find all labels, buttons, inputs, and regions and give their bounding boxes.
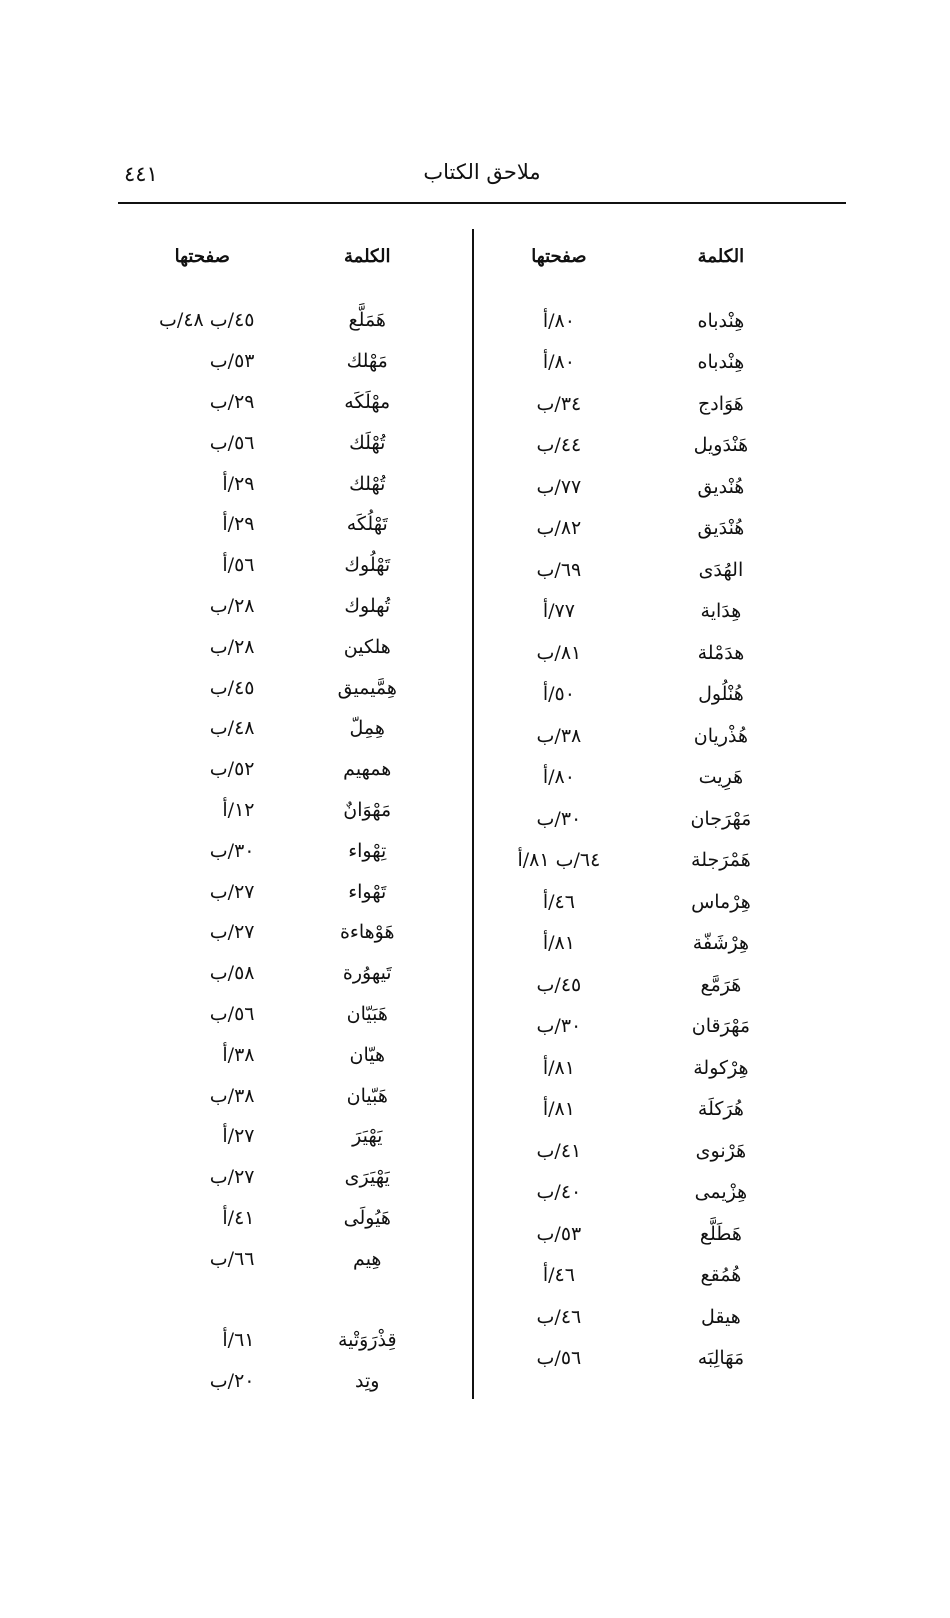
entry-word: مهْلَكَه — [344, 390, 391, 413]
index-entry — [486, 1047, 810, 1089]
entry-page-ref: ٧٧/أ — [542, 600, 575, 623]
entry-word: هُنْلُول — [698, 683, 744, 706]
entry-page-ref: ٤١/أ — [222, 1206, 255, 1229]
entry-page-ref: ٣٨/ب — [536, 724, 582, 747]
index-entry — [128, 830, 458, 871]
entry-word: هلكين — [343, 635, 391, 658]
row-gap — [128, 1279, 458, 1320]
entry-word: هَوَادج — [697, 392, 744, 415]
index-entry — [486, 591, 810, 633]
entry-page-ref: ٢٧/ب — [209, 921, 255, 944]
index-entry — [486, 1338, 810, 1380]
entry-page-ref: ٣٠/ب — [536, 807, 582, 830]
index-entry — [128, 1238, 458, 1279]
page-number: ٤٤١ — [124, 162, 158, 186]
index-entry — [486, 1255, 810, 1297]
index-entry — [486, 466, 810, 508]
index-entry — [486, 923, 810, 965]
entry-page-ref: ٥٦/أ — [222, 554, 255, 577]
index-entry — [128, 708, 458, 749]
entry-word: هِمَّيميق — [337, 676, 397, 699]
index-entry — [128, 871, 458, 912]
index-entry — [128, 1157, 458, 1198]
entry-page-ref: ٨١/ب — [536, 641, 582, 664]
entry-page-ref: ٨٠/أ — [542, 351, 575, 374]
entry-word: هِرْشَفّة — [692, 932, 750, 955]
entry-word: هُنْدَيق — [697, 517, 745, 540]
entry-page-ref: ٨١/أ — [542, 932, 575, 955]
entry-word: همهيم — [343, 758, 392, 781]
entry-page-ref: ٨١/أ — [542, 1098, 575, 1121]
index-entry — [486, 425, 810, 467]
entry-word: هِزْيمى — [694, 1181, 748, 1204]
entry-word: هدَمْلة — [697, 641, 745, 664]
index-entry — [486, 840, 810, 882]
index-entry — [128, 1116, 458, 1157]
entry-page-ref: ٦٤/ب ٨١/أ — [517, 849, 601, 872]
entry-word: تِهْواء — [348, 839, 387, 862]
index-entry — [128, 545, 458, 586]
index-entry — [128, 994, 458, 1035]
entry-page-ref: ٢٠/ب — [209, 1370, 255, 1393]
entry-word: مَهْوَانٌ — [343, 798, 392, 821]
word-column-heading: الكلمة — [697, 245, 745, 267]
entry-word: هِنْدباه — [697, 309, 745, 332]
index-entry — [486, 674, 810, 716]
entry-page-ref: ٣٨/ب — [209, 1084, 255, 1107]
entry-page-ref: ٤٤/ب — [536, 434, 582, 457]
index-entry — [128, 586, 458, 627]
page-column-heading: صفحتها — [174, 245, 230, 267]
index-entry — [486, 1130, 810, 1172]
entry-page-ref: ٢٧/أ — [222, 1125, 255, 1148]
entry-page-ref: ٤١/ب — [536, 1139, 582, 1162]
entry-page-ref: ٢٩/أ — [222, 472, 255, 495]
entry-word: هَنْدَويل — [693, 434, 749, 457]
index-entry — [128, 667, 458, 708]
entry-page-ref: ٨١/أ — [542, 1056, 575, 1079]
index-entry — [128, 300, 458, 341]
page-header — [118, 156, 846, 200]
right-column-header — [486, 236, 810, 276]
index-entry — [128, 1198, 458, 1239]
entry-word: هِدَاية — [700, 600, 742, 623]
entry-word: هُمُقع — [700, 1264, 742, 1287]
entry-word: تُهْلك — [349, 472, 386, 495]
entry-page-ref: ٨٠/أ — [542, 766, 575, 789]
entry-page-ref: ٧٧/ب — [536, 475, 582, 498]
entry-page-ref: ٤٦/أ — [542, 1264, 575, 1287]
entry-page-ref: ٤٥/ب — [209, 676, 255, 699]
page-column-heading: صفحتها — [531, 245, 587, 267]
running-title: ملاحق الكتاب — [423, 160, 541, 184]
entry-word: تُهْلَك — [349, 431, 386, 454]
index-entry — [486, 342, 810, 384]
index-entry — [128, 1320, 458, 1361]
left-column-header — [128, 236, 458, 276]
index-entry — [486, 300, 810, 342]
index-entry — [128, 422, 458, 463]
word-column-heading: الكلمة — [344, 245, 391, 267]
index-entry — [486, 549, 810, 591]
entry-word: هَبّيان — [346, 1084, 388, 1107]
entry-page-ref: ٣٤/ب — [536, 392, 582, 415]
entry-page-ref: ٢٨/ب — [209, 594, 255, 617]
entry-word: مَهْرَقان — [691, 1015, 751, 1038]
entry-word: الهُدَى — [698, 558, 744, 581]
entry-page-ref: ٥٦/ب — [536, 1347, 582, 1370]
entry-word: تُهلوك — [344, 594, 391, 617]
index-entry — [128, 912, 458, 953]
index-entry — [486, 1296, 810, 1338]
entry-word: هَمَلَّع — [348, 309, 386, 332]
entry-word: هَبَيّان — [346, 1002, 388, 1025]
entry-page-ref: ٢٧/ب — [209, 1166, 255, 1189]
entry-page-ref: ٣٠/ب — [536, 1015, 582, 1038]
index-entry — [486, 715, 810, 757]
entry-word: هَيُولَى — [343, 1206, 391, 1229]
entry-page-ref: ٥٦/ب — [209, 431, 255, 454]
entry-page-ref: ٥٣/ب — [209, 350, 255, 373]
index-entry — [128, 382, 458, 423]
entry-word: هُرَكلَة — [697, 1098, 744, 1121]
index-entry — [128, 953, 458, 994]
entry-page-ref: ٣٠/ب — [209, 839, 255, 862]
entry-page-ref: ٤٥/ب — [536, 973, 582, 996]
entry-word: يَهْيَرَى — [344, 1166, 390, 1189]
entry-word: مَهْلك — [346, 350, 388, 373]
index-entry — [128, 1075, 458, 1116]
entry-word: هِرْماس — [691, 890, 751, 913]
entry-word: هُذْريان — [693, 724, 748, 747]
index-entry — [128, 790, 458, 831]
entry-word: هِرْكولة — [693, 1056, 749, 1079]
index-entry — [486, 798, 810, 840]
index-entry — [486, 632, 810, 674]
index-entry — [128, 749, 458, 790]
entry-word: يَهْيَرَ — [352, 1125, 383, 1148]
column-divider — [472, 229, 474, 1399]
index-entry — [128, 463, 458, 504]
entry-page-ref: ٨٠/أ — [542, 309, 575, 332]
index-entry — [128, 626, 458, 667]
entry-page-ref: ٢٧/ب — [209, 880, 255, 903]
entry-word: تَهْلُكَه — [346, 513, 388, 536]
entry-page-ref: ٤٠/ب — [536, 1181, 582, 1204]
entry-word: هِمِلّ — [349, 717, 385, 740]
entry-page-ref: ٦٦/ب — [209, 1247, 255, 1270]
entry-word: تَهْلُوك — [344, 554, 391, 577]
index-entry — [486, 1089, 810, 1131]
entry-page-ref: ٥٢/ب — [209, 758, 255, 781]
index-entry — [486, 1006, 810, 1048]
index-entry — [486, 508, 810, 550]
entry-word: مَهْرَجان — [690, 807, 752, 830]
entry-page-ref: ٨٢/ب — [536, 517, 582, 540]
entry-word: هيّان — [349, 1043, 385, 1066]
entry-word: هَمْرَجلة — [691, 849, 751, 872]
entry-word: مَهَالِبَه — [697, 1347, 745, 1370]
index-entry — [486, 757, 810, 799]
entry-page-ref: ٥٣/ب — [536, 1222, 582, 1245]
header-rule — [118, 202, 846, 204]
entry-word: هيقل — [701, 1305, 741, 1328]
left-index-list — [128, 300, 458, 1402]
entry-word: هَرَمَّع — [700, 973, 742, 996]
entry-page-ref: ٤٦/ب — [536, 1305, 582, 1328]
entry-page-ref: ٣٨/أ — [222, 1043, 255, 1066]
entry-word: هُنْديق — [697, 475, 745, 498]
right-index-list — [486, 300, 810, 1379]
entry-word: هَرِيت — [698, 766, 744, 789]
entry-page-ref: ٢٩/أ — [222, 513, 255, 536]
entry-word: وتِد — [355, 1370, 380, 1393]
entry-page-ref: ١٢/أ — [222, 798, 255, 821]
entry-word: هِيم — [353, 1247, 382, 1270]
index-entry — [486, 1213, 810, 1255]
entry-word: هَرْنوى — [695, 1139, 747, 1162]
entry-page-ref: ٦٩/ب — [536, 558, 582, 581]
entry-word: هِنْدباه — [697, 351, 745, 374]
index-entry — [486, 964, 810, 1006]
entry-page-ref: ٢٩/ب — [209, 390, 255, 413]
index-entry — [128, 504, 458, 545]
right-column — [486, 236, 810, 1379]
entry-word: تَهْواء — [348, 880, 387, 903]
left-column — [128, 236, 458, 1402]
entry-page-ref: ٤٥/ب ٤٨/ب — [159, 309, 255, 332]
index-entry — [486, 881, 810, 923]
index-entry — [128, 1034, 458, 1075]
entry-word: قِذْرَوَتْية — [337, 1329, 397, 1352]
index-entry — [128, 1361, 458, 1402]
entry-page-ref: ٥٨/ب — [209, 962, 255, 985]
entry-page-ref: ٥٠/أ — [542, 683, 575, 706]
entry-word: هَوْهاءة — [339, 921, 395, 944]
entry-page-ref: ٦١/أ — [222, 1329, 255, 1352]
entry-word: هَطَلَّع — [699, 1222, 742, 1245]
entry-page-ref: ٤٦/أ — [542, 890, 575, 913]
entry-word: تَيهوُرة — [342, 962, 392, 985]
entry-page-ref: ٢٨/ب — [209, 635, 255, 658]
index-entry — [486, 383, 810, 425]
entry-page-ref: ٥٦/ب — [209, 1002, 255, 1025]
index-entry — [128, 341, 458, 382]
index-entry — [486, 1172, 810, 1214]
entry-page-ref: ٤٨/ب — [209, 717, 255, 740]
